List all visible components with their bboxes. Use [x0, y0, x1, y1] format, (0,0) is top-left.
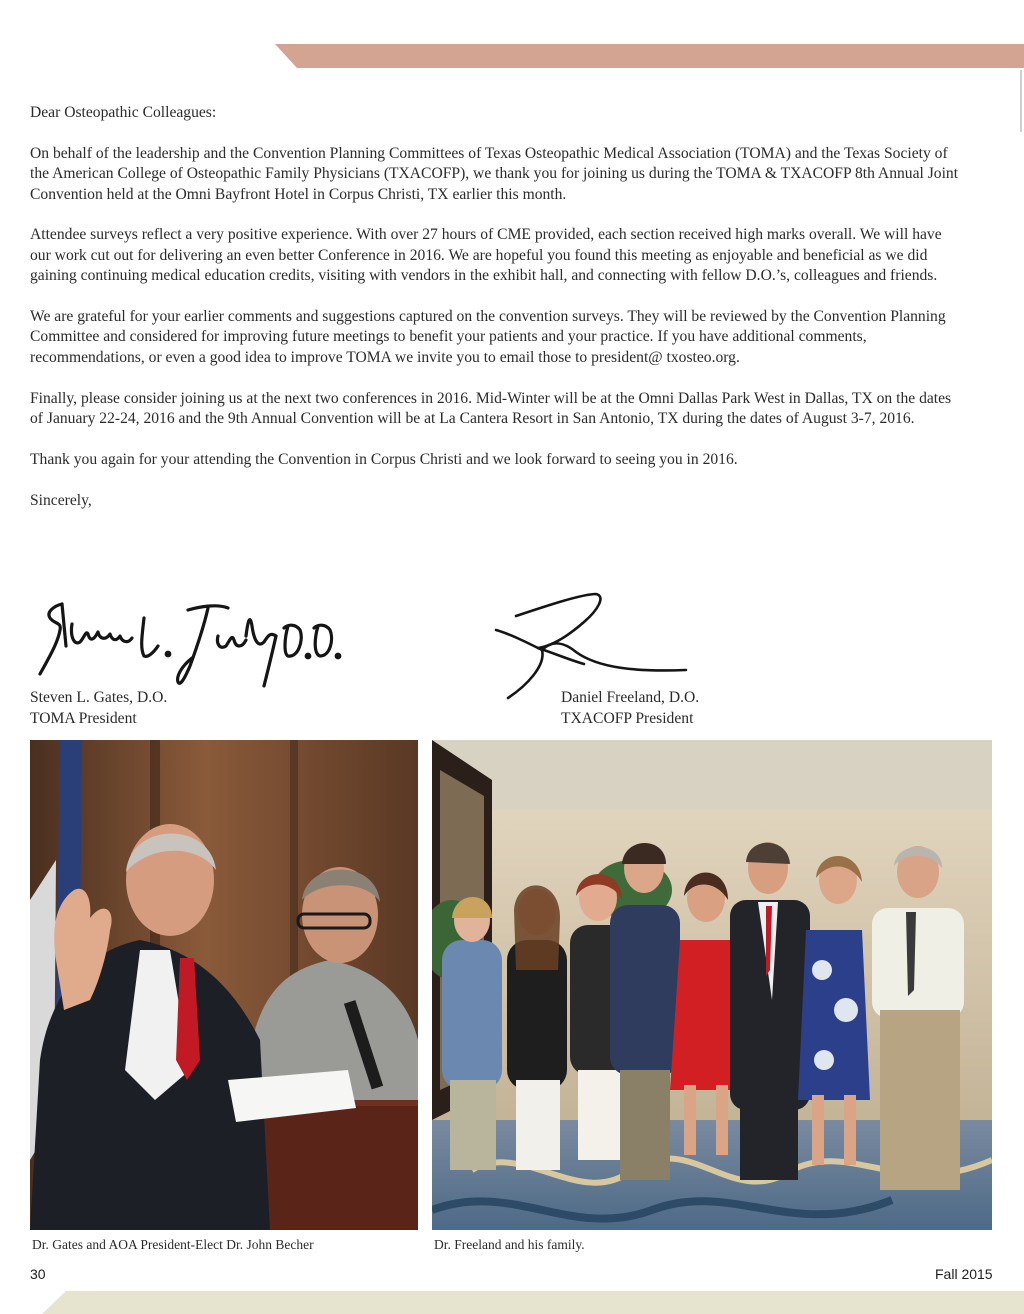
signature-gates	[32, 596, 342, 690]
signatory-1	[30, 688, 167, 729]
photo-gates-becher	[30, 740, 418, 1230]
signature-freeland	[486, 586, 692, 704]
page-edge-line	[1020, 70, 1022, 132]
signatory-2-name: Daniel Freeland, D.O.	[561, 689, 700, 706]
paragraph-1: On behalf of the leadership and the Convention Planning Committees of Texas Osteopathic Medical Association (TOMA) and the Texas Society of the American College of Osteopathic Family Physicians (TXACOFP), we thank you for joining us during the TOMA & TXACOFP 8th Annual Joint Convention held at the Omni Bayfront Hotel in Corpus Christi, TX earlier this month.	[30, 144, 959, 203]
caption-photo-1: Dr. Gates and AOA President-Elect Dr. John Becher	[32, 1237, 314, 1252]
paragraph-4: Finally, please consider joining us at the next two conferences in 2016. Mid-Winter will be at the Omni Dallas Park West in Dallas, TX on the dates of January 22-24, 2016 and the 9th Annual Convention will be at La Cantera Resort in San Antonio, TX during the dates of August 3-7, 2016.	[30, 389, 952, 428]
footer-accent-band	[42, 1291, 1024, 1314]
paragraph-2: Attendee surveys reflect a very positive experience. With over 27 hours of CME provided, each section received high marks overall. We will have our work cut out for delivering an even better Conference in 2016. We are hopeful you found this meeting as enjoyable and beneficial as we did gaining continuing medical education credits, visiting with vendors in the exhibit hall, and connecting with fellow D.O.’s, colleagues and friends.	[30, 226, 942, 285]
header-accent-band	[275, 44, 1024, 68]
paragraph-5: Thank you again for your attending the Convention in Corpus Christi and we look forward to seeing you in 2016.	[30, 450, 738, 468]
photo-freeland-family	[432, 740, 992, 1230]
paragraph-3: We are grateful for your earlier comments and suggestions captured on the convention surveys. They will be reviewed by the Convention Planning Committee and considered for improving future meetings to benefit your patients and your practice. If you have additional comments, recommendations, or even a good idea to improve TOMA we invite you to email those to president@ txosteo.org.	[30, 308, 946, 366]
signatory-2	[561, 688, 699, 729]
signatory-2-title: TXACOFP President	[561, 709, 694, 727]
issue-label: Fall 2015	[935, 1266, 993, 1282]
page-number: 30	[30, 1266, 46, 1282]
closing: Sincerely,	[30, 491, 92, 509]
signatory-1-name: Steven L. Gates, D.O.	[30, 689, 168, 706]
salutation: Dear Osteopathic Colleagues:	[30, 104, 217, 121]
caption-photo-2: Dr. Freeland and his family.	[434, 1237, 585, 1252]
letter-body	[30, 103, 960, 531]
signatory-1-title: TOMA President	[30, 709, 137, 727]
